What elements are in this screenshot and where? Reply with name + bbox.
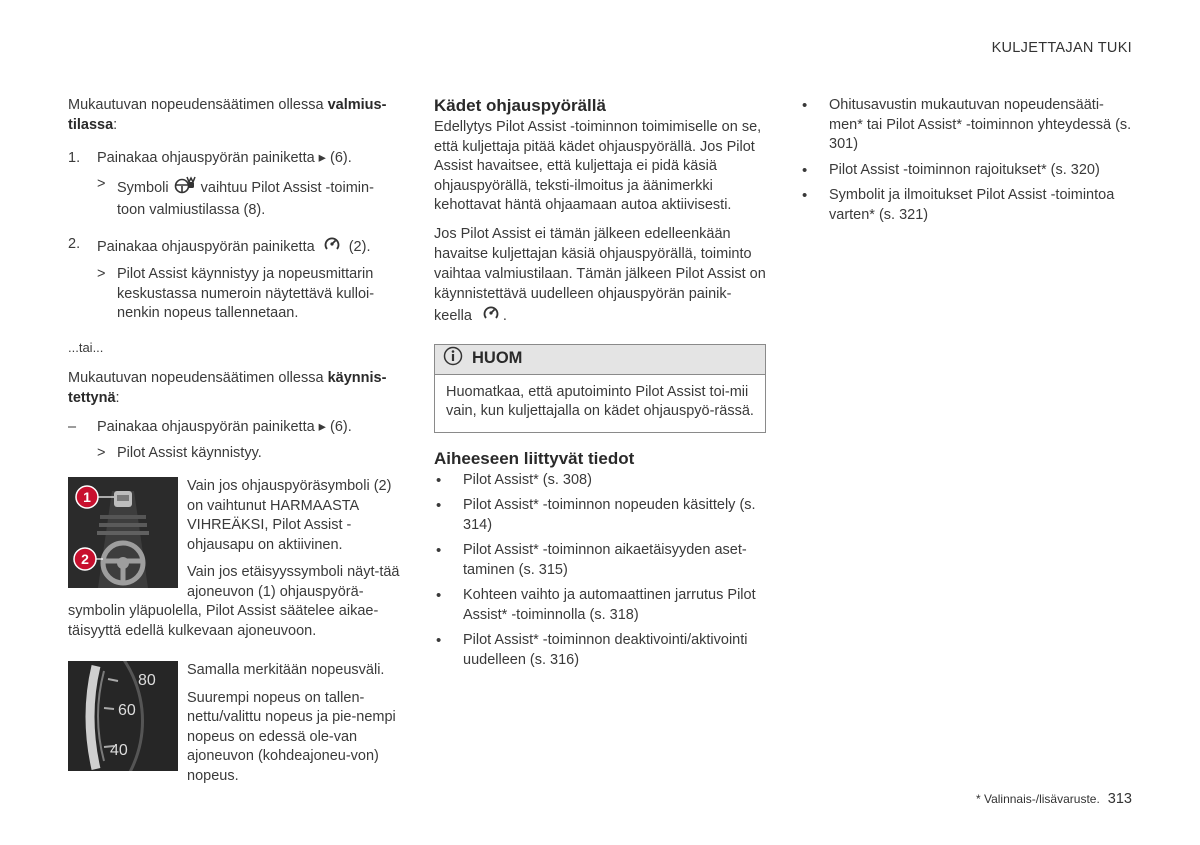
related-link[interactable]: • Pilot Assist* -toiminnon aikaetäisyyden aset-taminen (s. 315) (434, 541, 766, 580)
hands-para-2: Jos Pilot Assist ei tämän jälkeen edelleenkään havaitse kuljettajan käsiä ohjauspyörällä, toiminto vaihtaa valmiustilaan. Tämän jälkeen Pilot Assist on käynnistettävä uudelleen ohjauspyörän painik-keella . (434, 224, 766, 328)
pilot-assist-button-icon (482, 304, 500, 328)
hands-para-1: Edellytys Pilot Assist -toiminnon toimimiselle on se, että kuljettaja pitää kädet ohjauspyörällä. Jos Pilot Assist havaitsee, että kuljettaja ei pidä käsiä ohjauspyörällä, teksti-ilmoitus ja äänimerkki kehottavat häntä ohjaamaan autoa aktiivisesti. (434, 119, 762, 213)
note-text: Huomatkaa, että aputoiminto Pilot Assist toi-mii vain, kun kuljettajalla on kädet ohjauspyö-rässä. (446, 383, 754, 419)
hands-heading: Kädet ohjauspyörällä (434, 96, 606, 115)
speedometer-image (68, 661, 178, 771)
speed-para-1: Samalla merkitään nopeusväli. (187, 662, 385, 678)
step-text: Painakaa ohjauspyörän painiketta ▸ (6). (97, 150, 352, 166)
tick-label-80: 80 (138, 672, 156, 689)
column-middle (434, 96, 766, 676)
speed-interval-explanation (68, 661, 400, 794)
intro-standby: Mukautuvan nopeudensäätimen ollessa valmius-tilassa: (68, 97, 387, 133)
related-list (434, 471, 766, 671)
pilot-assist-button-icon (323, 235, 341, 260)
related-list-continued (800, 96, 1132, 225)
symbol-para-2: Vain jos etäisyyssymboli näyt-tää ajoneuvon (1) ohjauspyörä-symbolin yläpuolella, Pilot Assist säätelee aikae-täisyyttä edellä kulkevaan ajoneuvoon. (68, 564, 400, 639)
section-title: KULJETTAJAN TUKI (991, 40, 1132, 56)
driver-display-image (68, 477, 178, 588)
related-link[interactable]: • Pilot Assist* (s. 308) (434, 471, 766, 491)
symbol-explanation (68, 477, 400, 649)
intro-active: Mukautuvan nopeudensäätimen ollessa käynnis-tettynä: (68, 370, 387, 406)
page-number: 313 (1107, 791, 1132, 807)
step-number: 2. (68, 235, 81, 252)
dash-step: – Painakaa ohjauspyörän painiketta ▸ (6). (68, 419, 352, 435)
related-link[interactable]: • Symbolit ja ilmoitukset Pilot Assist -toimintoa varten* (s. 321) (800, 186, 1132, 225)
related-link[interactable]: • Pilot Assist -toiminnon rajoitukset* (s. 320) (800, 161, 1132, 181)
page-footer (976, 791, 1132, 807)
column-left (68, 96, 400, 794)
steering-wheel-hands-icon (173, 175, 197, 202)
dash-step-result: > Pilot Assist käynnistyy. (97, 444, 262, 461)
speed-para-2: Suurempi nopeus on tallen-nettu/valittu nopeus ja pie-nempi nopeus on edessä ole-van ajoneuvon (kohdeajoneu-von) nopeus. (187, 689, 396, 784)
step-1-result: > Symboli vaihtuu Pilot Assist -toimin-toon valmiustilassa (8). (97, 175, 374, 218)
note-header (435, 345, 765, 375)
step-1 (68, 149, 400, 169)
callout-1: 1 (83, 489, 91, 505)
tick-label-40: 40 (110, 742, 128, 759)
callout-2: 2 (81, 551, 89, 567)
footnote: * Valinnais-/lisävaruste. (975, 792, 1100, 806)
column-right (800, 96, 1132, 231)
note-label: HUOM (472, 349, 523, 368)
info-icon (443, 346, 463, 373)
related-link[interactable]: • Pilot Assist* -toiminnon nopeuden käsittely (s. 314) (434, 496, 766, 535)
related-link[interactable]: • Pilot Assist* -toiminnon deaktivointi/aktivointi uudelleen (s. 316) (434, 631, 766, 670)
related-link[interactable]: • Ohitusavustin mukautuvan nopeudensääti-men* tai Pilot Assist* -toiminnon yhteydessä (s. 301) (800, 96, 1132, 155)
related-link[interactable]: • Kohteen vaihto ja automaattinen jarrutus Pilot Assist* -toiminnolla (s. 318) (434, 586, 766, 625)
or-separator: ...tai... (68, 339, 104, 355)
symbol-para-1: Vain jos ohjauspyöräsymboli (2) on vaihtunut HARMAASTA VIHREÄKSI, Pilot Assist -ohjausapu on aktiivinen. (187, 478, 392, 553)
note-box (434, 344, 766, 433)
related-heading: Aiheeseen liittyvät tiedot (434, 448, 635, 468)
tick-label-60: 60 (118, 702, 136, 719)
step-number: 1. (68, 150, 81, 166)
step-2: 2. Painakaa ohjauspyörän painiketta (2). (68, 235, 400, 260)
step-2-result: > Pilot Assist käynnistyy ja nopeusmittarin keskustassa numeroin näytettävä kulloi-nenkin nopeus tallennetaan. (97, 266, 375, 321)
